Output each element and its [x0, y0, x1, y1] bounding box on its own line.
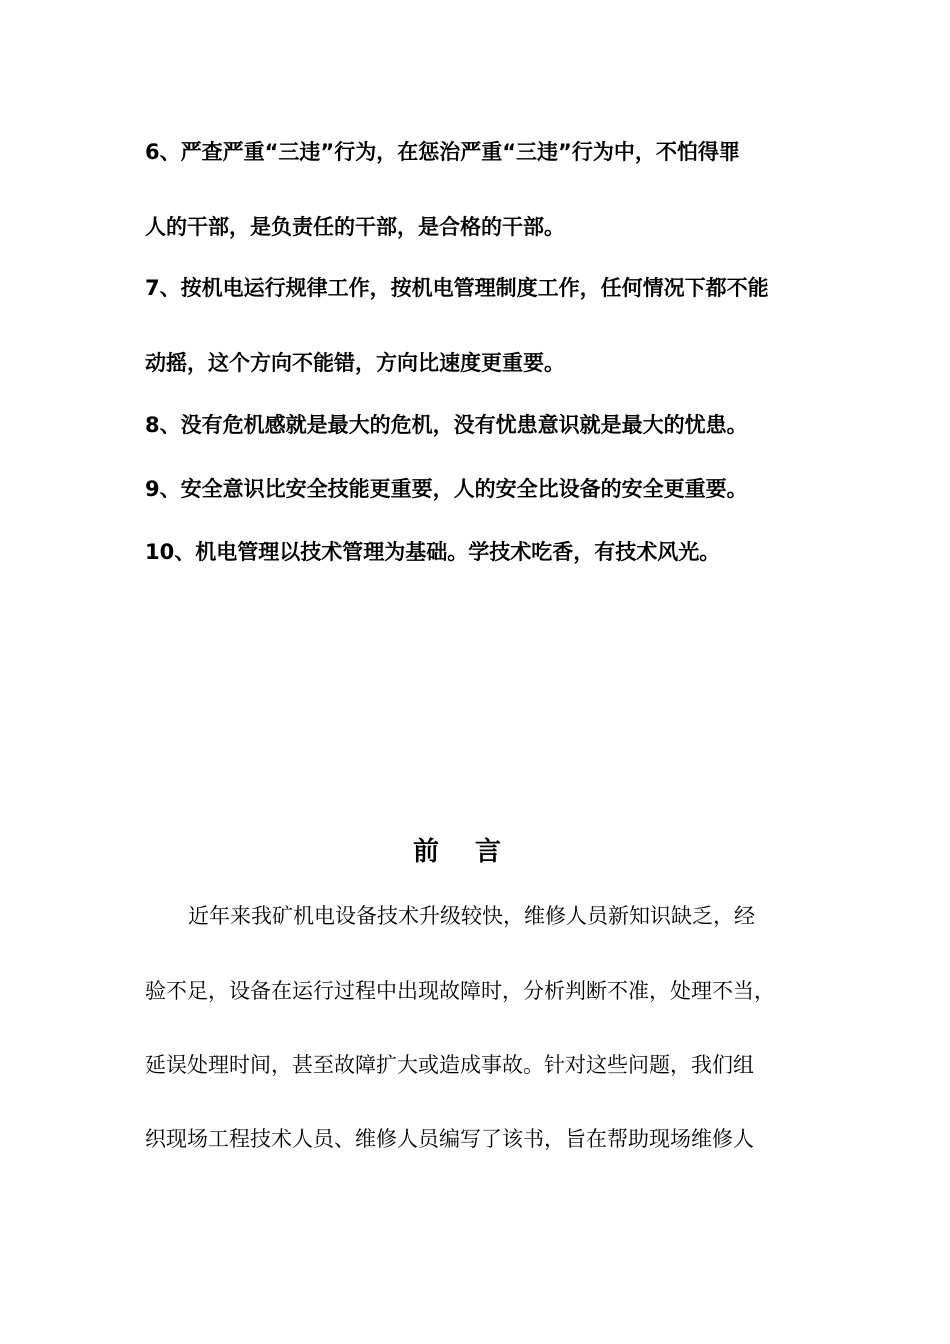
principle-9: 9、安全意识比安全技能更重要，人的安全比设备的安全更重要。: [145, 477, 748, 501]
preface-paragraph-line-3: 延误处理时间，甚至故障扩大或造成事故。针对这些问题，我们组: [145, 1053, 754, 1077]
preface-paragraph-line-2: 验不足，设备在运行过程中出现故障时，分析判断不准，处理不当，: [145, 979, 775, 1003]
preface-paragraph-line-4: 织现场工程技术人员、维修人员编写了该书，旨在帮助现场维修人: [145, 1127, 754, 1151]
principle-8: 8、没有危机感就是最大的危机，没有忧患意识就是最大的忧患。: [145, 413, 748, 437]
principle-7-line-1: 7、按机电运行规律工作，按机电管理制度工作，任何情况下都不能: [145, 276, 769, 300]
preface-title: 前言: [412, 837, 537, 867]
principle-7-line-2: 动摇，这个方向不能错，方向比速度更重要。: [145, 351, 565, 375]
principle-6-line-2: 人的干部，是负责任的干部，是合格的干部。: [145, 215, 565, 239]
principle-6-line-1: 6、严查严重“三违”行为，在惩治严重“三违”行为中，不怕得罪: [145, 140, 740, 164]
principle-10: 10、机电管理以技术管理为基础。学技术吃香，有技术风光。: [145, 540, 721, 564]
preface-paragraph-line-1: 近年来我矿机电设备技术升级较快，维修人员新知识缺乏，经: [188, 904, 755, 928]
